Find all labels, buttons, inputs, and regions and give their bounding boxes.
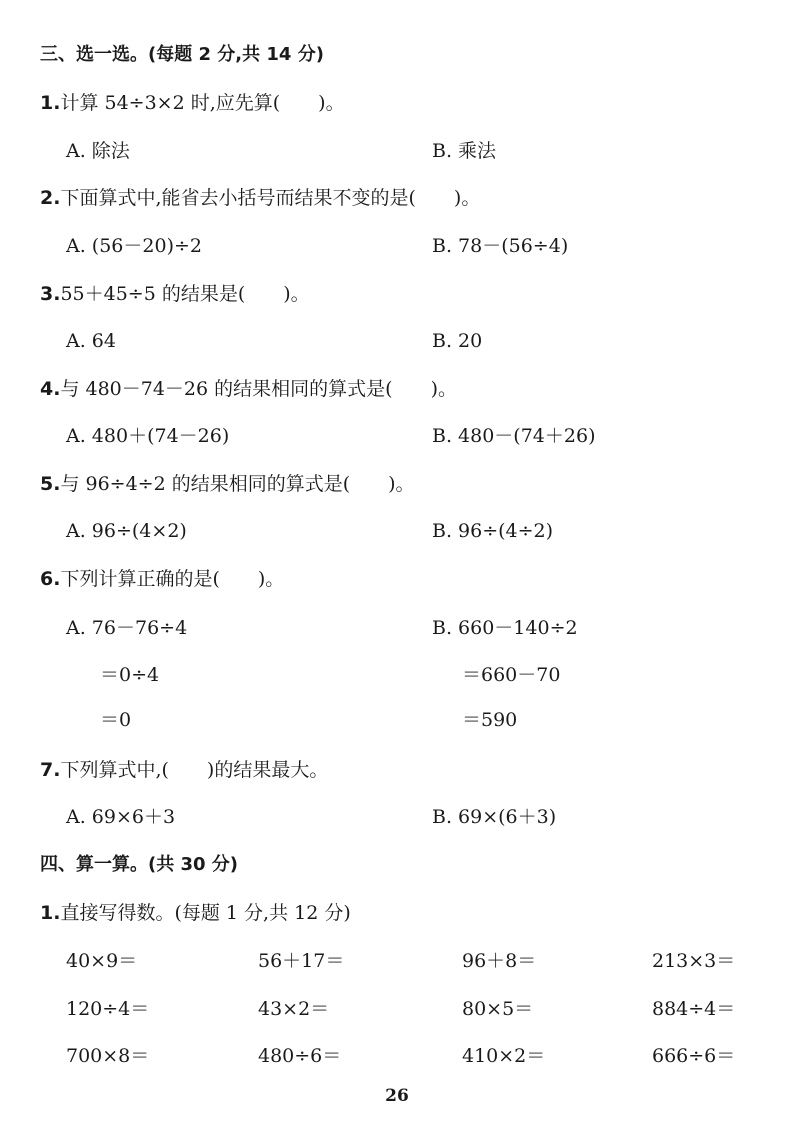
q1-option-a: A. 除法	[66, 140, 130, 162]
question-1	[40, 90, 345, 116]
question-7	[40, 757, 328, 783]
q6-option-b: B. 660－140÷2	[432, 617, 578, 639]
q5-option-b: B. 96÷(4÷2)	[432, 520, 554, 542]
question-3	[40, 281, 310, 307]
question-text: 与 96÷4÷2 的结果相同的算式是( )。	[60, 473, 415, 495]
q6-option-a-step-3: ＝0	[100, 709, 132, 731]
calc-item: 80×5＝	[462, 998, 534, 1020]
calc-item: 700×8＝	[66, 1045, 150, 1067]
subquestion-1	[40, 900, 351, 926]
q2-option-b: B. 78－(56÷4)	[432, 235, 569, 257]
question-number: 3.	[40, 283, 61, 305]
calc-item: 40×9＝	[66, 950, 138, 972]
subquestion-number: 1.	[40, 902, 61, 924]
q7-option-b: B. 69×(6＋3)	[432, 806, 557, 828]
calc-item: 480÷6＝	[258, 1045, 342, 1067]
question-5	[40, 471, 415, 497]
question-text: 与 480－74－26 的结果相同的算式是( )。	[60, 378, 457, 400]
q3-option-a: A. 64	[66, 330, 116, 352]
q6-option-b-step-3: ＝590	[462, 709, 518, 731]
question-number: 1.	[40, 92, 61, 114]
question-text: 下列算式中,( )的结果最大。	[60, 759, 329, 781]
section-4-title: 四、算一算。(共 30 分)	[40, 854, 239, 875]
section-3-title: 三、选一选。(每题 2 分,共 14 分)	[40, 44, 324, 65]
question-text: 下面算式中,能省去小括号而结果不变的是( )。	[60, 187, 481, 209]
subquestion-text: 直接写得数。(每题 1 分,共 12 分)	[60, 902, 351, 924]
q4-option-a: A. 480＋(74－26)	[66, 425, 230, 447]
question-text: 下列计算正确的是( )。	[60, 568, 285, 590]
calc-item: 884÷4＝	[652, 998, 736, 1020]
question-number: 4.	[40, 378, 61, 400]
q7-option-a: A. 69×6＋3	[66, 806, 176, 828]
q6-option-a-step-2: ＝0÷4	[100, 664, 160, 686]
q1-option-b: B. 乘法	[432, 140, 497, 162]
question-number: 5.	[40, 473, 61, 495]
question-number: 2.	[40, 187, 61, 209]
question-number: 6.	[40, 568, 61, 590]
question-4	[40, 376, 457, 402]
q2-option-a: A. (56－20)÷2	[66, 235, 202, 257]
q6-option-b-step-2: ＝660－70	[462, 664, 561, 686]
calc-item: 213×3＝	[652, 950, 736, 972]
q4-option-b: B. 480－(74＋26)	[432, 425, 596, 447]
question-2	[40, 185, 480, 211]
q3-option-b: B. 20	[432, 330, 483, 352]
calc-item: 43×2＝	[258, 998, 330, 1020]
question-number: 7.	[40, 759, 61, 781]
question-text: 计算 54÷3×2 时,应先算( )。	[60, 92, 345, 114]
page-number: 26	[385, 1086, 409, 1106]
q6-option-a: A. 76－76÷4	[66, 617, 188, 639]
calc-item: 666÷6＝	[652, 1045, 736, 1067]
question-6	[40, 566, 284, 592]
calc-item: 96＋8＝	[462, 950, 537, 972]
calc-item: 410×2＝	[462, 1045, 546, 1067]
q5-option-a: A. 96÷(4×2)	[66, 520, 187, 542]
question-text: 55＋45÷5 的结果是( )。	[60, 283, 310, 305]
calc-item: 56＋17＝	[258, 950, 345, 972]
calc-item: 120÷4＝	[66, 998, 150, 1020]
